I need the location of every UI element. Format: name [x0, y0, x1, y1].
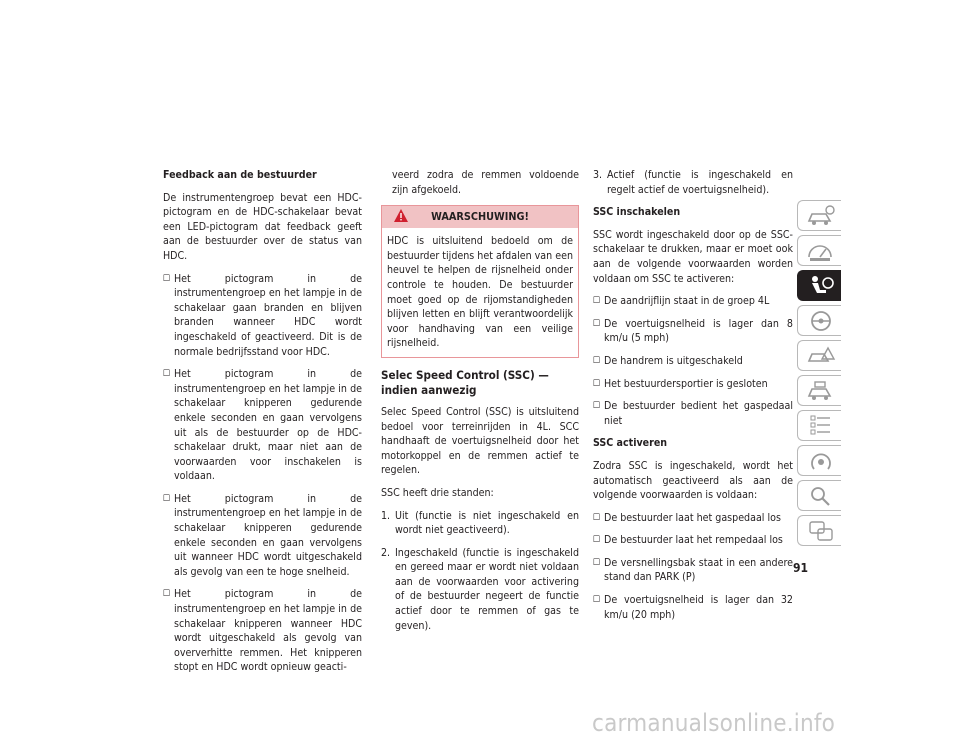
- section-heading-ssc: Selec Speed Control (SSC) — indien aanwezig: [381, 367, 549, 397]
- list-item: ☐ De aandrijflijn staat in de groep 4L: [593, 295, 770, 308]
- list-item: ☐ De versnellingsbak staat in een andere stand dan PARK (P): [593, 556, 793, 584]
- list-item: ☐ Het pictogram in de instrumentengroep en het lampje in de schakelaar knipperen wanneer HDC wordt uitgeschakeld als gevolg van oververhitte remmen. Het knipperen stopt en HDC wordt opnieuw geacti-: [163, 588, 362, 674]
- checkbox-bullet-icon: ☐: [163, 273, 171, 284]
- checkbox-bullet-icon: ☐: [593, 296, 601, 307]
- paragraph-ssc-states: SSC heeft drie standen:: [381, 486, 494, 499]
- warning-text: HDC is uitsluitend bedoeld om de bestuurder tijdens het afdalen van een heuvel te helpen de rijsnelheid onder controle te houden. De bestuurder moet goed op de rijomstandigheden blijven letten en blijft verantwoordelijk voor handhaving van een veilige rijsnelheid.: [387, 235, 573, 350]
- checklist-icon: [806, 414, 836, 438]
- list-item: ☐ Het bestuurdersportier is gesloten: [593, 377, 768, 390]
- tab-checklist[interactable]: [797, 410, 841, 441]
- checkbox-bullet-icon: ☐: [593, 318, 601, 329]
- page-number: 91: [793, 561, 809, 575]
- car-info-icon: [806, 204, 836, 228]
- instrument-cluster-icon: [806, 239, 836, 263]
- tab-instrument-cluster[interactable]: [797, 235, 841, 266]
- airbag-safety-icon: [806, 274, 836, 298]
- section-heading-feedback: Feedback aan de bestuurder: [163, 169, 317, 181]
- steering-wheel-icon: [806, 309, 836, 333]
- paragraph-ssc-intro: Selec Speed Control (SSC) is uitsluitend bedoel voor terreinrijden in 4L. SCC handhaaft de voertuigsnelheid door het motorkoppel en de remmen actief te regelen.: [381, 405, 579, 477]
- checkbox-bullet-icon: ☐: [593, 535, 601, 546]
- checkbox-bullet-icon: ☐: [163, 369, 171, 380]
- list-item: ☐ Het pictogram in de instrumentengroep en het lampje in de schakelaar knipperen gedurende enkele seconden en gaan vervolgens uit als de bestuurder op de HDC-schakelaar drukt, maar niet aan de voorwaarden voor inschakelen is voldaan.: [163, 368, 362, 483]
- numbered-item: 2. Ingeschakeld (functie is ingeschakeld en gereed maar er wordt niet voldaan aan de voorwaarden voor activering of de bestuurder negeert de functie actief door te remmen of gas te geven).: [381, 546, 579, 632]
- tab-car-warning[interactable]: [797, 340, 841, 371]
- column-middle: [381, 168, 579, 641]
- list-item: ☐ De voertuigsnelheid is lager dan 32 km/u (20 mph): [593, 594, 793, 621]
- search-icon: [806, 484, 836, 508]
- numbered-item: 3. Actief (functie is ingeschakeld en regelt actief de voertuigsnelheid).: [593, 169, 793, 196]
- paragraph-feedback-intro: De instrumentengroep bevat een HDC-pictogram en de HDC-schakelaar bevat een LED-pictogram dat feedback geeft aan de bestuurder over de status van HDC.: [163, 191, 362, 262]
- section-heading-ssc-on: SSC inschakelen: [593, 206, 681, 219]
- tab-multimedia[interactable]: [797, 445, 841, 476]
- checkbox-bullet-icon: ☐: [593, 401, 601, 412]
- checkbox-bullet-icon: ☐: [163, 589, 171, 600]
- checkbox-bullet-icon: ☐: [593, 512, 601, 523]
- warning-title: WAARSCHUWING!: [431, 210, 529, 224]
- tab-search[interactable]: [797, 480, 841, 511]
- column-right: [593, 168, 793, 630]
- tab-car-service[interactable]: [797, 375, 841, 406]
- tab-car-info[interactable]: [797, 200, 841, 231]
- section-heading-ssc-activate: SSC activeren: [593, 437, 668, 450]
- checkbox-bullet-icon: ☐: [593, 355, 601, 366]
- paragraph-ssc-on: SSC wordt ingeschakeld door op de SSC-schakelaar te drukken, maar er moet ook aan de volgende voorwaarden worden voldaan om SSC te activeren:: [593, 228, 793, 285]
- tab-airbag-safety[interactable]: [797, 270, 841, 301]
- warning-box: [381, 205, 579, 358]
- list-item: ☐ De voertuigsnelheid is lager dan 8 km/u (5 mph): [593, 317, 793, 345]
- list-item: ☐ De bestuurder laat het rempedaal los: [593, 534, 783, 547]
- watermark: carmanualsonline.info: [592, 709, 836, 737]
- list-item: ☐ Het pictogram in de instrumentengroep en het lampje in de schakelaar gaan branden en blijven branden wanneer HDC wordt ingeschakeld of geactiveerd. Dit is de normale bedrijfsstand voor HDC.: [163, 272, 362, 358]
- car-warning-icon: [806, 344, 836, 368]
- numbered-item: 1. Uit (functie is niet ingeschakeld en wordt niet geactiveerd).: [381, 509, 579, 537]
- tab-steering-wheel[interactable]: [797, 305, 841, 336]
- warning-header: [382, 206, 578, 228]
- column-left: [163, 168, 362, 683]
- checkbox-bullet-icon: ☐: [593, 595, 601, 606]
- car-service-icon: [806, 379, 836, 403]
- list-item: ☐ De bestuurder bedient het gaspedaal niet: [593, 400, 793, 427]
- checkbox-bullet-icon: ☐: [593, 557, 601, 568]
- list-item: ☐ Het pictogram in de instrumentengroep en het lampje in de schakelaar knipperen gedurende enkele seconden en gaan vervolgens uit wanneer HDC wordt uitgeschakeld als gevolg van een te hoge snelheid.: [163, 492, 362, 578]
- list-item: ☐ De bestuurder laat het gaspedaal los: [593, 511, 781, 524]
- paragraph-continuation: veerd zodra de remmen voldoende zijn afgekoeld.: [392, 169, 579, 196]
- list-item: ☐ De handrem is uitgeschakeld: [593, 354, 743, 367]
- language-icon: [806, 519, 836, 543]
- checkbox-bullet-icon: ☐: [163, 493, 171, 504]
- tab-language[interactable]: [797, 515, 841, 546]
- paragraph-ssc-activate: Zodra SSC is ingeschakeld, wordt het automatisch geactiveerd als aan de volgende voorwaarden is voldaan:: [593, 459, 793, 502]
- multimedia-icon: [806, 449, 836, 473]
- checkbox-bullet-icon: ☐: [593, 378, 601, 389]
